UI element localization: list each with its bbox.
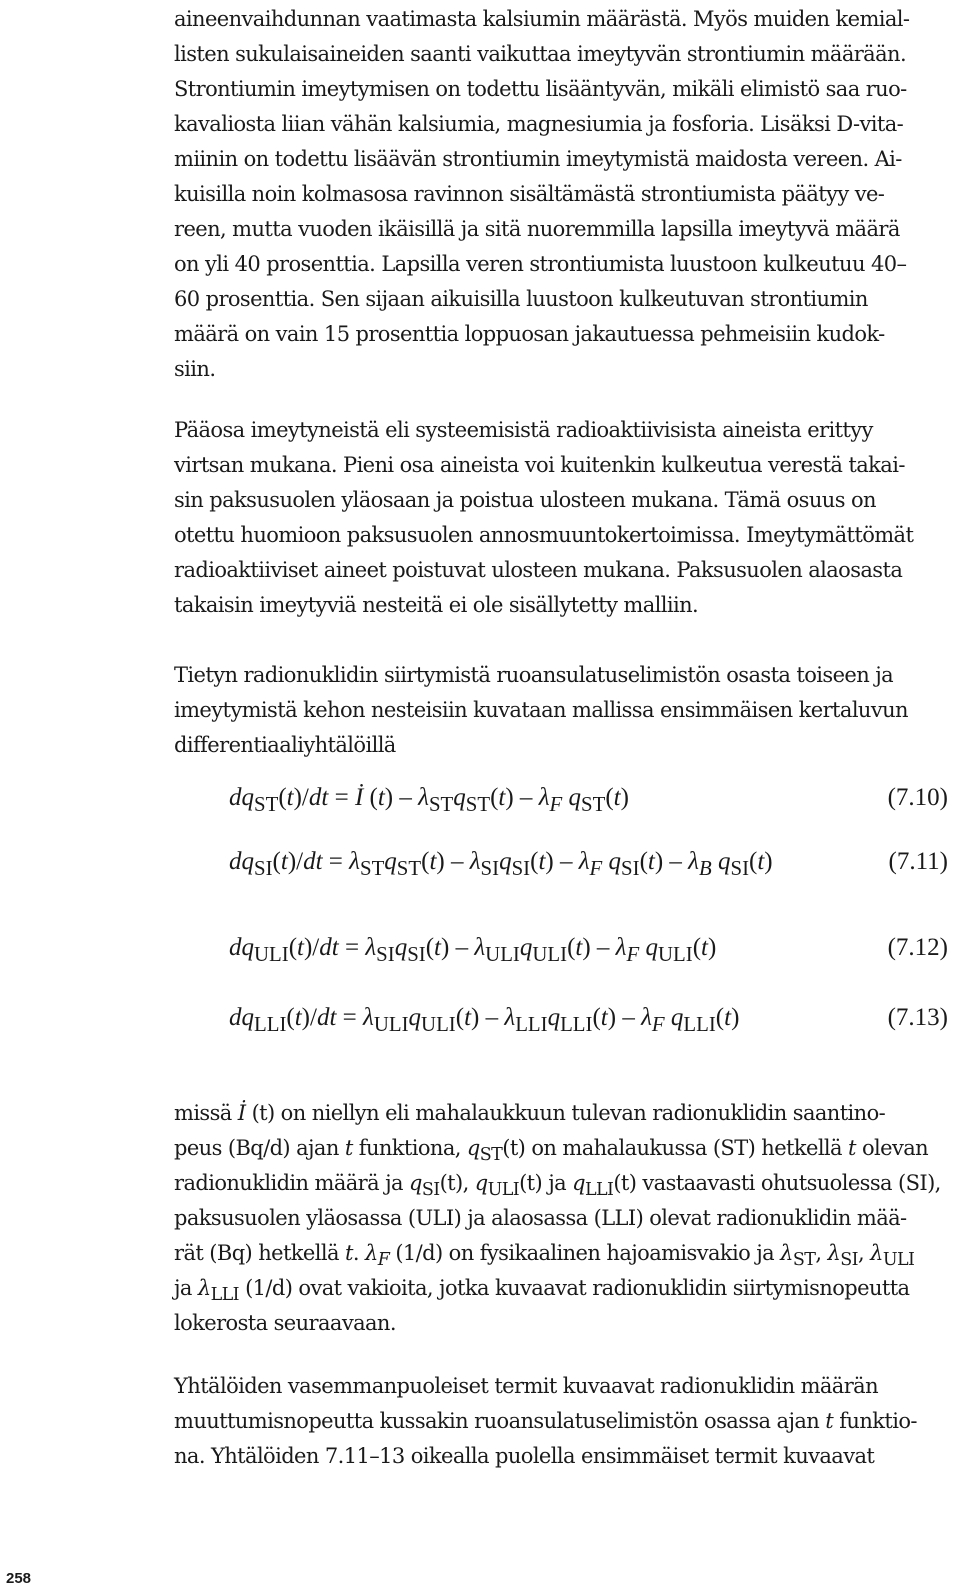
paragraph-3: [174, 658, 948, 763]
paragraph-1: [174, 2, 948, 387]
text-line: paksusuolen yläosassa (ULI) ja alaosassa (LLI) olevat radionuklidin mää-: [174, 1206, 907, 1230]
equation-7-13: [229, 998, 948, 1038]
text-line: sin paksusuolen yläosaan ja poistua ulosteen mukana. Tämä osuus on: [174, 488, 876, 512]
equation-7-10: [229, 778, 948, 818]
text-line: määrä on vain 15 prosenttia loppuosan jakautuessa pehmeisiin kudok-: [174, 322, 885, 346]
paragraph-5: [174, 1369, 948, 1474]
text-line: muuttumisnopeutta kussakin ruoansulatuselimistön osassa ajan t funktio-: [174, 1409, 917, 1433]
paragraph-4: [174, 1096, 948, 1341]
text-line: virtsan mukana. Pieni osa aineista voi kuitenkin kulkeutua verestä takai-: [174, 453, 905, 477]
equation-body: $dq_{ST}(t)/dt$ = İ $(t) - \lambda_{ST}q_{ST}(t) - \lambda_F$ $q_{ST}(t)$: [229, 784, 629, 816]
text-line: peus (Bq/d) ajan t funktiona, $q_{ST}(t)$ on mahalaukussa (ST) hetkellä t olevan: [174, 1136, 929, 1166]
text-line: aineenvaihdunnan vaatimasta kalsiumin määrästä. Myös muiden kemial-: [174, 7, 910, 31]
equation-number: (7.11): [888, 848, 948, 875]
equation-7-11: [229, 842, 948, 882]
equation-body: $dq_{ULI}(t)/dt = \lambda_{SI}q_{SI}(t) - \lambda_{ULI}q_{ULI}(t) - \lambda_F$ $q_{ULI}(t)$: [229, 934, 717, 966]
text-line: 60 prosenttia. Sen sijaan aikuisilla luustoon kulkeutuvan strontiumin: [174, 287, 868, 311]
text-line: Tietyn radionuklidin siirtymistä ruoansulatuselimistön osasta toiseen ja: [174, 663, 894, 687]
equation-number: (7.10): [887, 784, 948, 811]
text-line: kuisilla noin kolmasosa ravinnon sisältämästä strontiumista päätyy ve-: [174, 182, 885, 206]
equation-7-12: [229, 928, 948, 968]
text-line: differentiaaliyhtälöillä: [174, 733, 396, 757]
text-line: reen, mutta vuoden ikäisillä ja sitä nuoremmilla lapsilla imeytyvä määrä: [174, 217, 900, 241]
text-line: radionuklidin määrä ja $q_{SI}(t)$, $q_{ULI}(t)$ ja $q_{LLI}(t)$ vastaavasti ohutsuolessa (SI),: [174, 1171, 941, 1201]
equation-number: (7.13): [887, 1004, 948, 1031]
paragraph-2: [174, 413, 948, 623]
text-line: siin.: [174, 357, 216, 381]
text-line: miinin on todettu lisäävän strontiumin imeytymistä maidosta vereen. Ai-: [174, 147, 902, 171]
equation-body: $dq_{SI}(t)/dt = \lambda_{ST}q_{ST}(t) - \lambda_{SI}q_{SI}(t) - \lambda_F$ $q_{SI}(t) - \lambda_B$ $q_{SI}(t)$: [229, 848, 773, 880]
text-line: missä İ (t) on niellyn eli mahalaukkuun tulevan radionuklidin saantino-: [174, 1101, 886, 1125]
equation-number: (7.12): [887, 934, 948, 961]
text-line: Yhtälöiden vasemmanpuoleiset termit kuvaavat radionuklidin määrän: [174, 1374, 879, 1398]
text-line: Pääosa imeytyneistä eli systeemisistä radioaktiivisista aineista erittyy: [174, 418, 873, 442]
text-line: takaisin imeytyviä nesteitä ei ole sisällytetty malliin.: [174, 593, 699, 617]
equation-body: $dq_{LLI}(t)/dt = \lambda_{ULI}q_{ULI}(t) - \lambda_{LLI}q_{LLI}(t) - \lambda_F$ $q_{LLI}(t)$: [229, 1004, 740, 1036]
text-line: otettu huomioon paksusuolen annosmuuntokertoimissa. Imeytymättömät: [174, 523, 914, 547]
text-line: imeytymistä kehon nesteisiin kuvataan mallissa ensimmäisen kertaluvun: [174, 698, 908, 722]
text-line: kavaliosta liian vähän kalsiumia, magnesiumia ja fosforia. Lisäksi D-vita-: [174, 112, 904, 136]
text-line: rät (Bq) hetkellä t. $\lambda_F$ (1/d) on fysikaalinen hajoamisvakio ja $\lambda_{ST}$, $\lambda_{SI}$, $\lambda_{ULI}$: [174, 1241, 915, 1271]
text-line: on yli 40 prosenttia. Lapsilla veren strontiumista luustoon kulkeutuu 40–: [174, 252, 907, 276]
text-line: na. Yhtälöiden 7.11–13 oikealla puolella ensimmäiset termit kuvaavat: [174, 1444, 875, 1468]
text-line: listen sukulaisaineiden saanti vaikuttaa imeytyvän strontiumin määrään.: [174, 42, 907, 66]
text-line: ja $\lambda_{LLI}$ (1/d) ovat vakioita, jotka kuvaavat radionuklidin siirtymisnopeutta: [174, 1276, 910, 1306]
text-line: Strontiumin imeytymisen on todettu lisääntyvän, mikäli elimistö saa ruo-: [174, 77, 907, 101]
text-line: lokerosta seuraavaan.: [174, 1311, 396, 1335]
page-number: 258: [6, 1570, 32, 1587]
text-line: radioaktiiviset aineet poistuvat ulosteen mukana. Paksusuolen alaosasta: [174, 558, 903, 582]
